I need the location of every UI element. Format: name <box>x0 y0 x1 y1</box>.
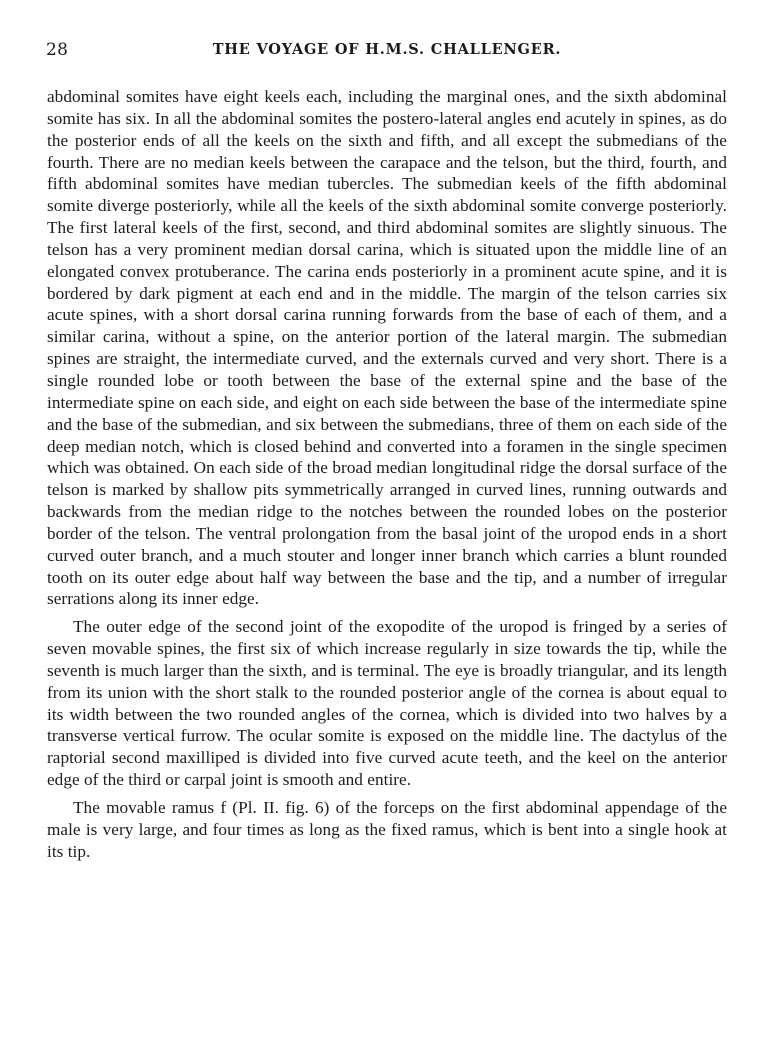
paragraph-forceps: The movable ramus f (Pl. II. fig. 6) of the forceps on the first abdominal appendage of the male is very large, and four times as long as the fixed ramus, which is bent into a single hook at its tip. <box>47 798 727 861</box>
paragraph-continued: abdominal somites have eight keels each, including the marginal ones, and the sixth abdominal somite has six. In all the abdominal somites the postero-lateral angles end acutely in spines, as do the posterior ends of all the keels on the sixth and fifth, and all except the submedians of the fourth. There are no median keels between the carapace and the telson, but the third, fourth, and fifth abdominal somites have median tubercles. The submedian keels of the fifth abdominal somite diverge posteriorly, while all the keels of the sixth abdominal somite converge posteriorly. The first lateral keels of the first, second, and third abdominal somites are slightly sinuous. The telson has a very prominent median dorsal carina, which is situated upon the middle line of an elongated convex protuberance. The carina ends posteriorly in a prominent acute spine, and it is bordered by dark pigment at each end and in the middle. The margin of the telson carries six acute spines, with a short dorsal carina running forwards from the base of each of them, and a similar carina, without a spine, on the anterior portion of the lateral margin. The submedian spines are straight, the intermediate curved, and the externals curved and very short. There is a single rounded lobe or tooth between the base of the external spine and the base of the intermediate spine on each side, and eight on each side between the base of the intermediate spine and the base of the submedian, and six between the submedians, three of them on each side of the deep median notch, which is closed behind and converted into a foramen in the single specimen which was obtained. On each side of the broad median longitudinal ridge the dorsal surface of the telson is marked by shallow pits symmetrically arranged in curved lines, running outwards and backwards from the median ridge to the notches between the rounded lobes on the posterior border of the telson. The ventral prolongation from the basal joint of the uropod ends in a short curved outer branch, and a much stouter and longer inner branch which carries a blunt rounded tooth on its outer edge about half way between the base and the tip, and a number of irregular serrations along its inner edge. <box>47 87 727 609</box>
paragraph-uropod-eye: The outer edge of the second joint of the exopodite of the uropod is fringed by a series of seven movable spines, the first six of which increase regularly in size towards the tip, while the seventh is much larger than the sixth, and is terminal. The eye is broadly triangular, and its length from its union with the short stalk to the rounded posterior angle of the cornea is about equal to its width between the two rounded angles of the cornea, which is divided into two halves by a transverse vertical furrow. The ocular somite is exposed on the middle line. The dactylus of the raptorial second maxilliped is divided into five curved acute teeth, and the keel on the anterior edge of the third or carpal joint is smooth and entire. <box>47 617 727 790</box>
running-header <box>46 40 728 66</box>
page-number: 28 <box>46 40 69 60</box>
body-text <box>47 86 727 863</box>
running-title: THE VOYAGE OF H.M.S. CHALLENGER. <box>212 41 562 58</box>
